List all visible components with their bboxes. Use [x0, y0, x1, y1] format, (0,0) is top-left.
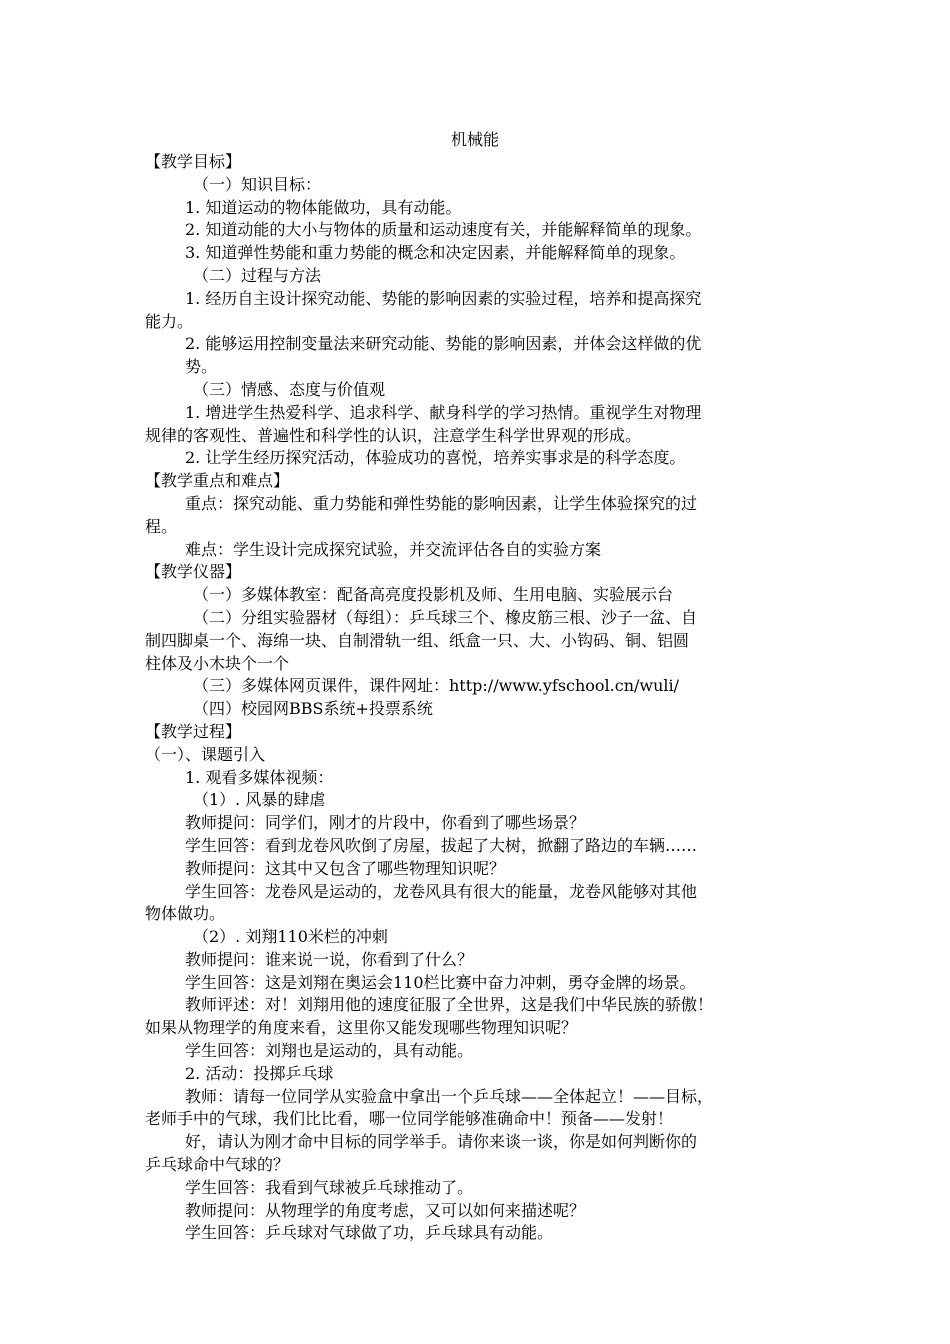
dialogue-line: 教师提问：从物理学的角度考虑，又可以如何来描述呢？: [185, 1200, 586, 1220]
dialogue-line: 如果从物理学的角度来看，这里你又能发现哪些物理知识呢？: [145, 1018, 578, 1038]
paragraph-line: 势。: [185, 357, 218, 377]
paragraph-line: 3. 知道弹性势能和重力势能的概念和决定因素，并能解释简单的现象。: [185, 243, 686, 263]
dialogue-line: 学生回答：这是刘翔在奥运会110栏比赛中奋力冲刺，勇夺金牌的场景。: [185, 972, 696, 992]
section-heading: 【教学目标】: [145, 152, 242, 171]
paragraph-line: 1. 知道运动的物体能做功，具有动能。: [185, 197, 462, 217]
dialogue-line: 教师提问：谁来说一说，你看到了什么？: [185, 949, 474, 969]
paragraph-line: （四）校园网BBS系统+投票系统: [193, 699, 433, 719]
dialogue-line: 教师评述：对！刘翔用他的速度征服了全世界，这是我们中华民族的骄傲！: [185, 995, 714, 1015]
section-heading: 【教学仪器】: [145, 562, 242, 582]
paragraph-line: 难点：学生设计完成探究试验，并交流评估各自的实验方案: [185, 539, 602, 559]
paragraph-line: 1. 经历自主设计探究动能、势能的影响因素的实验过程，培养和提高探究: [185, 288, 702, 308]
dialogue-line: 学生回答：我看到气球被乒乓球推动了。: [185, 1177, 474, 1197]
dialogue-line: 学生回答：刘翔也是运动的，具有动能。: [185, 1041, 474, 1061]
dialogue-line: 教师：请每一位同学从实验盒中拿出一个乒乓球——全体起立！——目标，: [185, 1086, 714, 1106]
dialogue-line: 教师提问：同学们，刚才的片段中，你看到了哪些场景？: [185, 813, 586, 833]
paragraph-line: （三）多媒体网页课件，课件网址：http://www.yfschool.cn/wuli/: [193, 676, 680, 696]
section-heading: 【教学过程】: [145, 721, 242, 741]
section-heading: 【教学重点和难点】: [145, 471, 290, 491]
dialogue-line: 好，请认为刚才命中目标的同学举手。请你来谈一谈，你是如何判断你的: [185, 1132, 698, 1152]
dialogue-line: 学生回答：乒乓球对气球做了功，乒乓球具有动能。: [185, 1223, 554, 1243]
paragraph-line: 规律的客观性、普遍性和科学性的认识，注意学生科学世界观的形成。: [145, 425, 642, 445]
subsection-heading: （一）、课题引入: [145, 744, 266, 764]
dialogue-line: 乒乓球命中气球的？: [145, 1155, 290, 1175]
subsection-heading: （1）. 风暴的肆虐: [193, 790, 326, 810]
subsection-heading: （三）情感、态度与价值观: [193, 379, 386, 399]
subsection-heading: （二）过程与方法: [193, 265, 322, 285]
paragraph-line: 重点：探究动能、重力势能和弹性势能的影响因素，让学生体验探究的过: [185, 493, 698, 513]
paragraph-line: 2. 能够运用控制变量法来研究动能、势能的影响因素，并体会这样做的优: [185, 334, 702, 354]
dialogue-line: 学生回答：看到龙卷风吹倒了房屋，拔起了大树，掀翻了路边的车辆……: [185, 835, 698, 855]
paragraph-line: 2. 知道动能的大小与物体的质量和运动速度有关，并能解释简单的现象。: [185, 220, 702, 240]
dialogue-line: 学生回答：龙卷风是运动的，龙卷风具有很大的能量，龙卷风能够对其他: [185, 881, 698, 901]
paragraph-line: 程。: [145, 516, 178, 536]
paragraph-line: 1. 观看多媒体视频：: [185, 767, 334, 787]
dialogue-line: 物体做功。: [145, 904, 226, 924]
dialogue-line: 老师手中的气球，我们比比看，哪一位同学能够准确命中！预备——发射！: [145, 1109, 674, 1129]
dialogue-line: 教师提问：这其中又包含了哪些物理知识呢？: [185, 858, 506, 878]
paragraph-line: （一）多媒体教室：配备高亮度投影机及师、生用电脑、实验展示台: [193, 585, 674, 605]
paragraph-line: 2. 让学生经历探究活动，体验成功的喜悦，培养实事求是的科学态度。: [185, 448, 686, 468]
document-title: 机械能: [450, 130, 499, 149]
subsection-heading: （一）知识目标：: [193, 174, 322, 194]
subsection-heading: （2）. 刘翔110米栏的冲刺: [193, 927, 388, 947]
document-body: [145, 151, 815, 1245]
paragraph-line: 制四脚桌一个、海绵一块、自制滑轨一组、纸盒一只、大、小钩码、铜、铝圆: [145, 630, 690, 650]
paragraph-line: 2. 活动：投掷乒乓球: [185, 1063, 334, 1083]
paragraph-line: 能力。: [145, 311, 194, 331]
paragraph-line: 1. 增进学生热爱科学、追求科学、献身科学的学习热情。重视学生对物理: [185, 402, 702, 422]
paragraph-line: （二）分组实验器材（每组）：乒乓球三个、橡皮筋三根、沙子一盆、自: [193, 607, 698, 627]
paragraph-line: 柱体及小木块个一个: [145, 653, 290, 673]
